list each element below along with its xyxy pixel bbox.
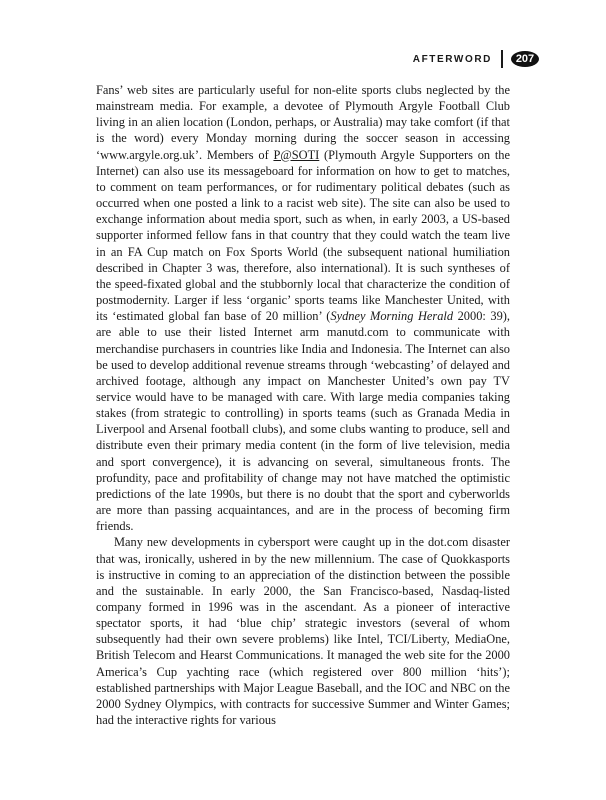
page-number: 207 <box>511 51 539 67</box>
paragraph-2: Many new developments in cybersport were caught up in the dot.com disaster that was, ironically, ushered in by the new millennium. The case of Quokkasports is instructive in coming to an appreciation of the distinction between the possible and the sustainable. In early 2000, the San Francisco-based, Nasdaq-listed company formed in 1996 was in the ascendant. As a pioneer of interactive spectator sports, it had ‘blue chip’ strategic investors (several of whom subsequently had their own severe problems) like Intel, TCI/Liberty, MediaOne, British Telecom and Hearst Communications. It managed the web site for the 2000 America’s Cup yachting race (which registered over 800 million ‘hits’); established partnerships with Major League Baseball, and the IOC and NBC on the 2000 Sydney Olympics, with contracts for successive Summer and Winter Games; had the interactive rights for various <box>96 535 510 728</box>
paragraph-1-text-b: (Plymouth Argyle Supporters on the Internet) can also use its messageboard for information on how to get to matches, to comment on team performances, or for rudimentary political debates (such as occurred when one posted a link to a racist web site). The site can also be used to exchange information about media sport, such as when, in early 2003, a US-based supporter informed fellow fans in that country that they could watch the team live in an FA Cup match on Fox Sports World (the subsequent national humiliation described in Chapter 3 was, therefore, also international). It is such syntheses of the speed-fixated global and the stubbornly local that characterize the condition of postmodernity. Larger if less ‘organic’ sports teams like Manchester United, with its ‘estimated global fan base of 20 million’ ( <box>96 147 510 324</box>
paragraph-1-text-c: 2000: 39), are able to use their listed Internet arm manutd.com to communicate with merchandise purchasers in countries like India and Indonesia. The Internet can also be used to develop additional revenue streams through ‘webcasting’ of delayed and archived footage, although any impact on Manchester United’s own pay TV service would have to be managed with care. With large media companies taking stakes (from strategic to controlling) in sports teams (such as Granada Media in Liverpool and Arsenal football clubs), and some clubs wanting to produce, sell and distribute even their primary media content (in the form of live television, media and sport convergence), it is advancing on several, simultaneous fronts. The profundity, pace and profitability of change may not have matched the optimistic predictions of the late 1990s, but there is no doubt that the sport and cyberworlds are more than passing acquaintances, and are in the process of becoming firm friends. <box>96 309 511 534</box>
paragraph-1-text-a: Fans’ web sites are particularly useful for non-elite sports clubs neglected by the mainstream media. For example, a devotee of Plymouth Argyle Football Club living in an alien location (London, perhaps, or Australia) may take comfort (if that is the word) every Monday morning during the soccer season in accessing ‘www.argyle.org.uk’. Members of <box>96 83 510 162</box>
body-text <box>96 82 510 728</box>
running-head <box>413 49 539 69</box>
citation-title: Sydney Morning Herald <box>330 309 454 324</box>
header-divider <box>501 50 503 68</box>
section-title: AFTERWORD <box>412 53 492 65</box>
psoti-link-text: P@SOTI <box>273 147 320 162</box>
paragraph-1 <box>96 82 510 534</box>
